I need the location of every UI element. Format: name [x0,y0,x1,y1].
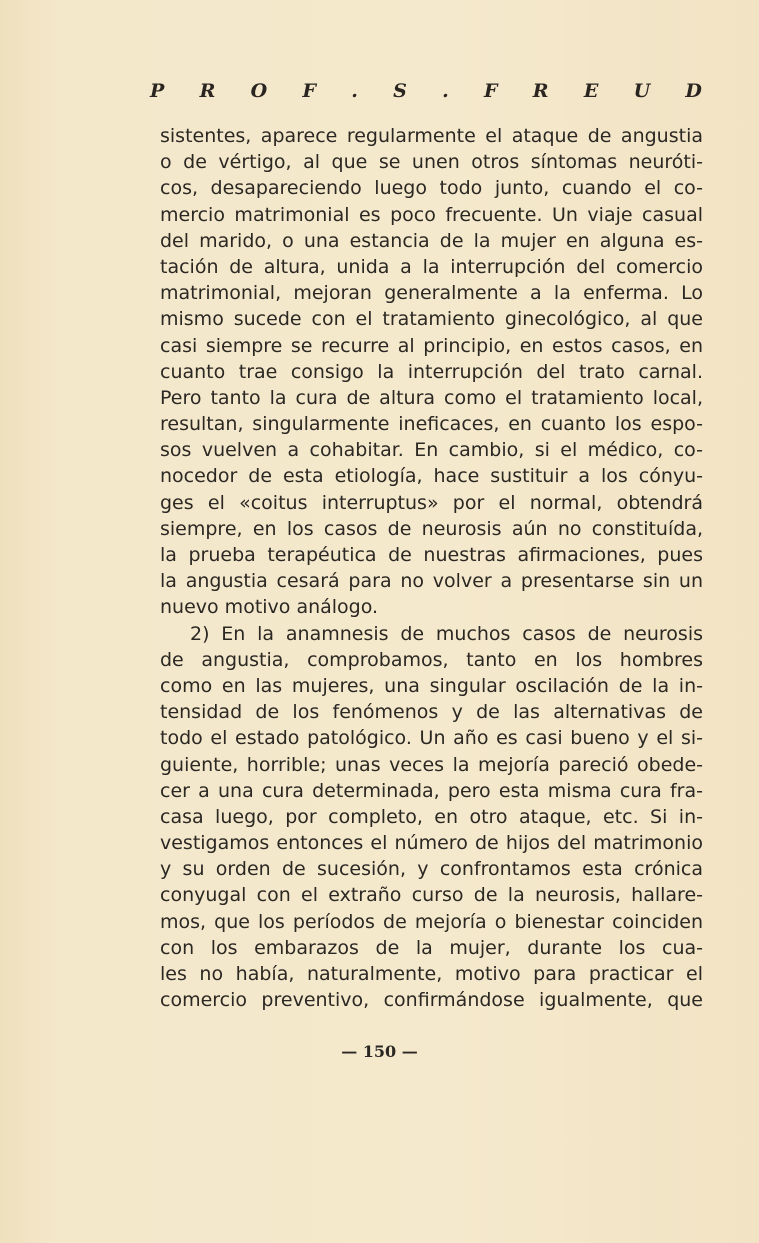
text-line: comercio preventivo, confirmándose igualmente, que [160,989,703,1012]
text-line: sistentes, aparece regularmente el ataque de angustia [160,125,703,147]
header-letter: U [633,80,651,102]
text-line: mos, que los períodos de mejoría o bienestar coinciden [160,910,703,933]
text-line: guiente, horrible; unas veces la mejoría pareció obede- [160,753,703,776]
header-letter: P [150,80,165,102]
text-line: la angustia cesará para no volver a presentarse sin un [160,570,703,593]
text-line: como en las mujeres, una singular oscilación de la in- [160,674,703,697]
text-line: casi siempre se recurre al principio, en estos casos, en [160,334,703,357]
text-line: nocedor de esta etiología, hace sustituir a los cónyu- [160,465,703,488]
text-line: tensidad de los fenómenos y de las alternativas de [160,701,703,724]
text-line: matrimonial, mejoran generalmente a la enferma. Lo [160,282,703,305]
text-line: y su orden de sucesión, y confrontamos esta crónica [160,858,703,881]
header-letter: F [484,80,498,102]
page-number: — 150 — [341,1042,418,1061]
text-line: la prueba terapéutica de nuestras afirmaciones, pues [160,544,703,566]
text-line: de angustia, comprobamos, tanto en los hombres [160,648,703,671]
header-letter: . [442,80,449,102]
header-letter: R [532,80,549,102]
text-line: casa luego, por completo, en otro ataque, etc. Si in- [160,805,703,828]
header-letter: R [199,80,216,102]
text-line: cos, desapareciendo luego todo junto, cuando el co- [160,177,703,200]
text-line: mercio matrimonial es poco frecuente. Un viaje casual [160,203,703,226]
text-line: Pero tanto la cura de altura como el tratamiento local, [160,386,703,409]
text-line: siempre, en los casos de neurosis aún no constituída, [160,517,703,540]
text-line: cer a una cura determinada, pero esta misma cura fra- [160,779,703,802]
text-line: resultan, singularmente ineficaces, en cuanto los espo- [160,413,703,436]
header-letter: E [583,80,599,102]
header-letter: S [393,80,407,102]
header-letter: F [302,80,316,102]
text-line: vestigamos entonces el número de hijos del matrimonio [160,832,703,855]
text-line: nuevo motivo análogo. [160,596,379,619]
text-line: les no había, naturalmente, motivo para practicar el [160,963,703,985]
running-head [150,80,702,102]
text-line: conyugal con el extraño curso de la neurosis, hallare- [160,884,703,907]
text-line: sos vuelven a cohabitar. En cambio, si el médico, co- [160,439,703,462]
text-line: ges el «coitus interruptus» por el normal, obtendrá [160,491,703,514]
text-line: o de vértigo, al que se unen otros síntomas neuróti- [160,151,703,174]
text-line: con los embarazos de la mujer, durante los cua- [160,936,703,959]
header-letter: D [685,80,702,102]
body-text [160,123,703,1013]
text-line: del marido, o una estancia de la mujer en alguna es- [160,229,703,252]
header-letter: O [250,80,268,102]
text-line: mismo sucede con el tratamiento ginecológico, al que [160,308,703,331]
text-line: todo el estado patológico. Un año es casi bueno y el si- [160,727,703,750]
text-line: tación de altura, unida a la interrupción del comercio [160,255,703,278]
header-letter: . [351,80,358,102]
text-line: 2) En la anamnesis de muchos casos de neurosis [190,622,703,645]
text-line: cuanto trae consigo la interrupción del trato carnal. [160,360,703,383]
